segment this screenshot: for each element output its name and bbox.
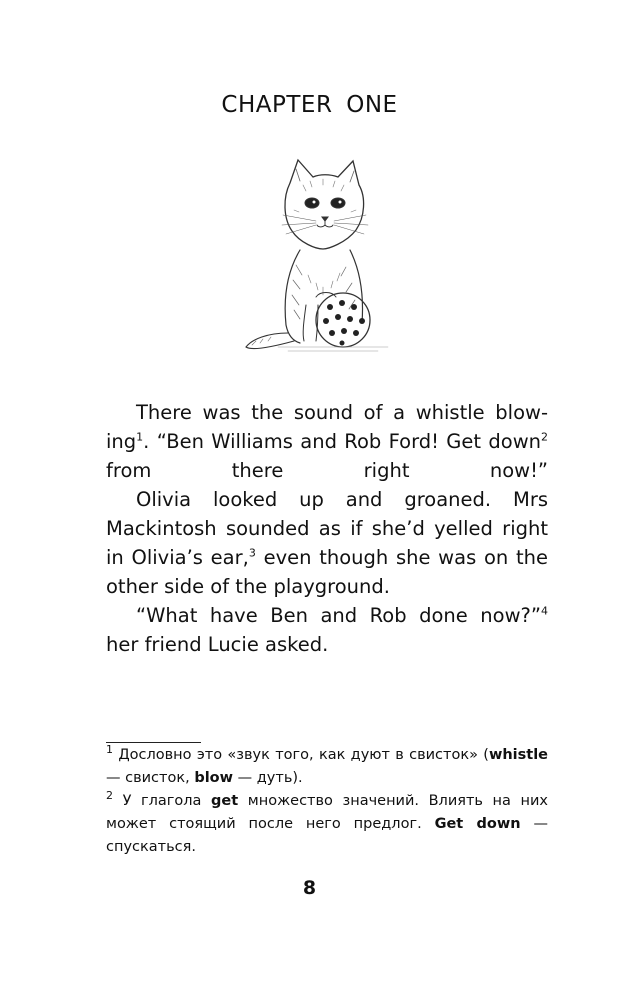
paragraph-3: “What have Ben and Rob done now?”$^4$ her friend Lucie asked. <box>106 604 548 656</box>
chapter-title: CHAPTER ONE <box>221 92 398 118</box>
footnote-ref-4: 4 <box>541 604 548 618</box>
footnote-1: $^1$ Дословно это «звук того, как дуют в свисток» (whistle — свисток, blow — дуть). <box>106 743 548 786</box>
paragraph-1: There was the sound of a whistle blow-ing$^1$. “Ben Williams and Rob Ford! Get down$^2$ from there right now!” <box>106 401 548 482</box>
paragraph-2: Olivia looked up and groaned. Mrs Mackintosh sounded as if she’d yelled right in Olivia’s ear,$^3$ even though she was on the other side of the playground. <box>106 488 548 598</box>
footnote-ref-1: 1 <box>136 430 144 444</box>
footnote-ref-3: 3 <box>248 546 256 560</box>
footnote-ref-2: 2 <box>541 430 548 444</box>
footnote-divider <box>106 742 201 743</box>
story-text <box>106 398 548 659</box>
footnote-2: $^2$ У глагола get множество значений. Влиять на них может стоящий после него предлог. Get down — спускаться. <box>106 789 548 855</box>
page-number: 8 <box>302 877 317 899</box>
footnotes <box>106 744 548 859</box>
kitten-with-ball-icon <box>238 155 408 360</box>
